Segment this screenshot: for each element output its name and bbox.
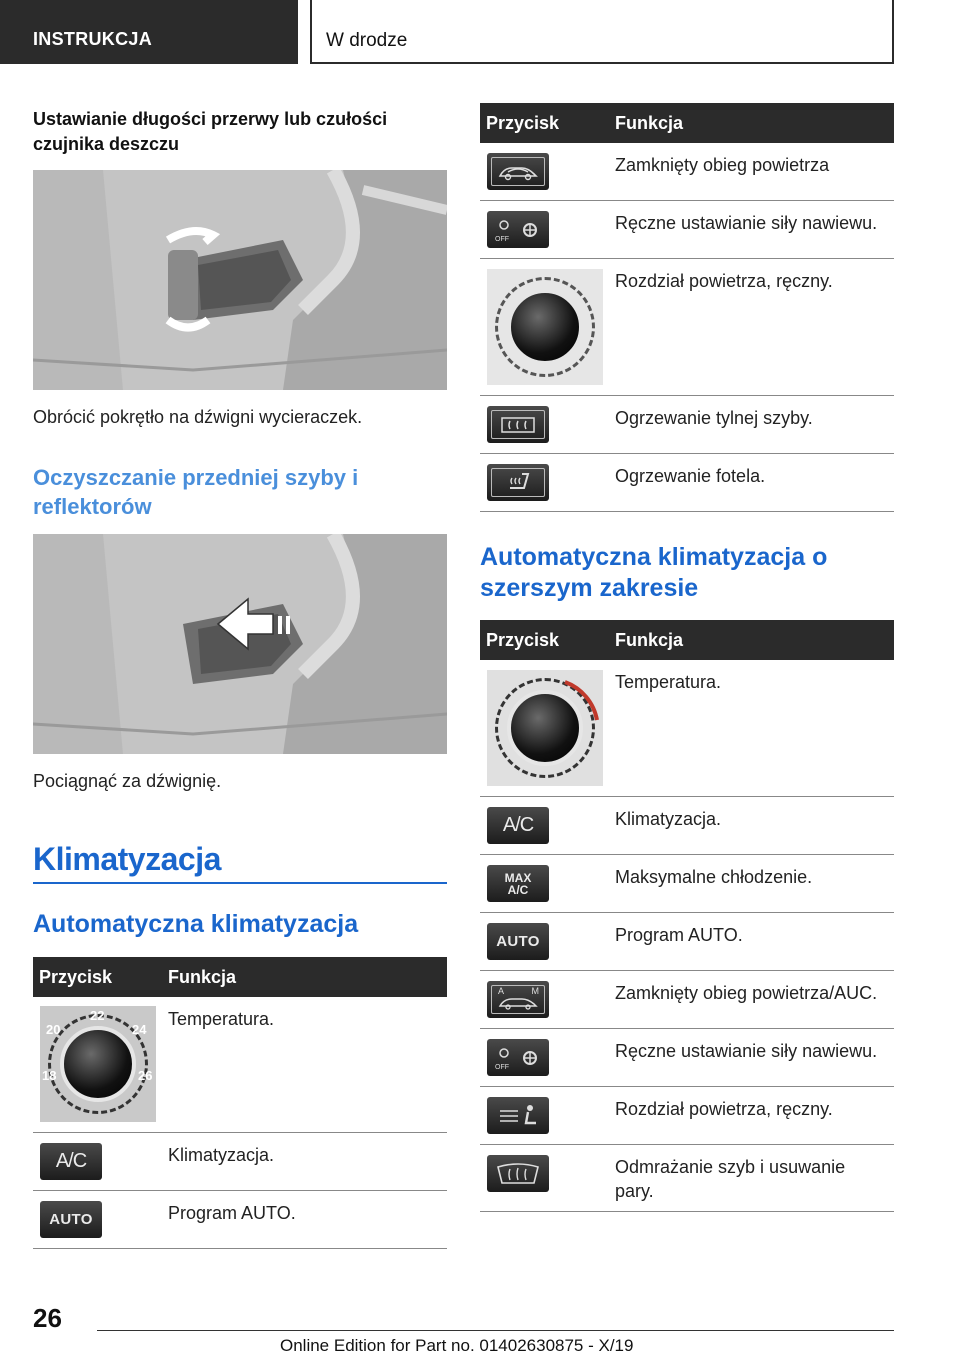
- wiper-stalk-rotate-photo: [33, 170, 447, 390]
- row-function-text: Klimatyzacja.: [160, 1133, 447, 1191]
- table-header-function: Funkcja: [160, 957, 447, 997]
- temperature-knob-icon: 22 20 24 18 26: [40, 1006, 156, 1122]
- row-function-text: Zamknięty obieg powietrza/AUC.: [607, 971, 894, 1029]
- wide-climate-table: [480, 620, 894, 1212]
- row-function-text: Program AUTO.: [607, 913, 894, 971]
- table-row: [480, 971, 894, 1029]
- auto-climate-heading: Automatyczna klimatyzacja: [33, 910, 359, 938]
- auto-climate-table: [33, 957, 447, 1249]
- row-function-text: Ręczne ustawianie siły nawiewu.: [607, 201, 894, 259]
- svg-text:OFF: OFF: [495, 1063, 509, 1071]
- table-header-button: Przycisk: [33, 957, 160, 997]
- washer-heading: Oczyszczanie przedniej szyby i reflektorów: [33, 465, 359, 519]
- row-function-text: Rozdział powietrza, ręczny.: [607, 1087, 894, 1145]
- table-row: [480, 143, 894, 201]
- footer-rule: [97, 1330, 894, 1331]
- header-section-label: INSTRUKCJA: [33, 29, 153, 49]
- ac-button-icon: A/C: [487, 807, 549, 844]
- windshield-defrost-icon: [487, 1155, 549, 1192]
- table-row: [480, 454, 894, 512]
- row-function-text: Zamknięty obieg powietrza: [607, 143, 894, 201]
- air-distribution-knob-icon: [487, 269, 603, 385]
- table-row: [480, 660, 894, 797]
- header-section-tab: [0, 0, 298, 64]
- table-row: [33, 997, 447, 1133]
- fan-speed-icon: [487, 1039, 549, 1076]
- climate-heading: Klimatyzacja: [33, 841, 221, 877]
- wide-climate-heading: Automatyczna klimatyzacja o szerszym zakresie: [480, 543, 828, 602]
- auto-button-icon: AUTO: [40, 1201, 102, 1238]
- row-function-text: Temperatura.: [160, 997, 447, 1133]
- fan-speed-icon: [487, 211, 549, 248]
- table-row: [480, 201, 894, 259]
- row-function-text: Ręczne ustawianie siły nawiewu.: [607, 1029, 894, 1087]
- wiper-rotate-caption: Obrócić pokrętło na dźwigni wycieraczek.: [33, 407, 363, 427]
- table-row: [480, 1145, 894, 1212]
- table-row: [33, 1191, 447, 1249]
- wiper-stalk-pull-photo: [33, 534, 447, 754]
- footer-edition: Online Edition for Part no. 01402630875 - X/19: [280, 1336, 634, 1355]
- auto-climate-table-continued: [480, 103, 894, 512]
- svg-text:OFF: OFF: [495, 235, 509, 243]
- table-row: [480, 1087, 894, 1145]
- table-header-button: Przycisk: [480, 620, 607, 660]
- row-function-text: Ogrzewanie fotela.: [607, 454, 894, 512]
- header-chapter-box: [310, 0, 894, 64]
- header-chapter-label: W drodze: [326, 30, 408, 51]
- rear-defrost-icon: [487, 406, 549, 443]
- auto-button-icon: AUTO: [487, 923, 549, 960]
- climate-heading-rule: [33, 882, 447, 884]
- wiper-pull-caption: Pociągnąć za dźwignię.: [33, 771, 222, 791]
- temperature-knob-icon: [487, 670, 603, 786]
- max-ac-button-icon: MAX A/C: [487, 865, 549, 902]
- recirculation-auc-icon: A M: [487, 981, 549, 1018]
- page-number: 26: [33, 1303, 62, 1333]
- table-row: [480, 913, 894, 971]
- wiper-interval-subhead: Ustawianie długości przerwy lub czułości czujnika deszczu: [33, 109, 388, 154]
- table-header-button: Przycisk: [480, 103, 607, 143]
- row-function-text: Temperatura.: [607, 660, 894, 797]
- row-function-text: Maksymalne chłodzenie.: [607, 855, 894, 913]
- ac-button-icon: A/C: [40, 1143, 102, 1180]
- table-row: [33, 1133, 447, 1191]
- air-distribution-icon: [487, 1097, 549, 1134]
- table-row: [480, 797, 894, 855]
- table-row: [480, 1029, 894, 1087]
- seat-heating-icon: [487, 464, 549, 501]
- row-function-text: Program AUTO.: [160, 1191, 447, 1249]
- table-header-function: Funkcja: [607, 620, 894, 660]
- table-row: [480, 855, 894, 913]
- table-row: [480, 396, 894, 454]
- table-row: [480, 259, 894, 396]
- row-function-text: Ogrzewanie tylnej szyby.: [607, 396, 894, 454]
- table-header-function: Funkcja: [607, 103, 894, 143]
- recirculation-icon: [487, 153, 549, 190]
- row-function-text: Rozdział powietrza, ręczny.: [607, 259, 894, 396]
- row-function-text: Klimatyzacja.: [607, 797, 894, 855]
- row-function-text: Odmrażanie szyb i usuwanie pary.: [607, 1145, 894, 1212]
